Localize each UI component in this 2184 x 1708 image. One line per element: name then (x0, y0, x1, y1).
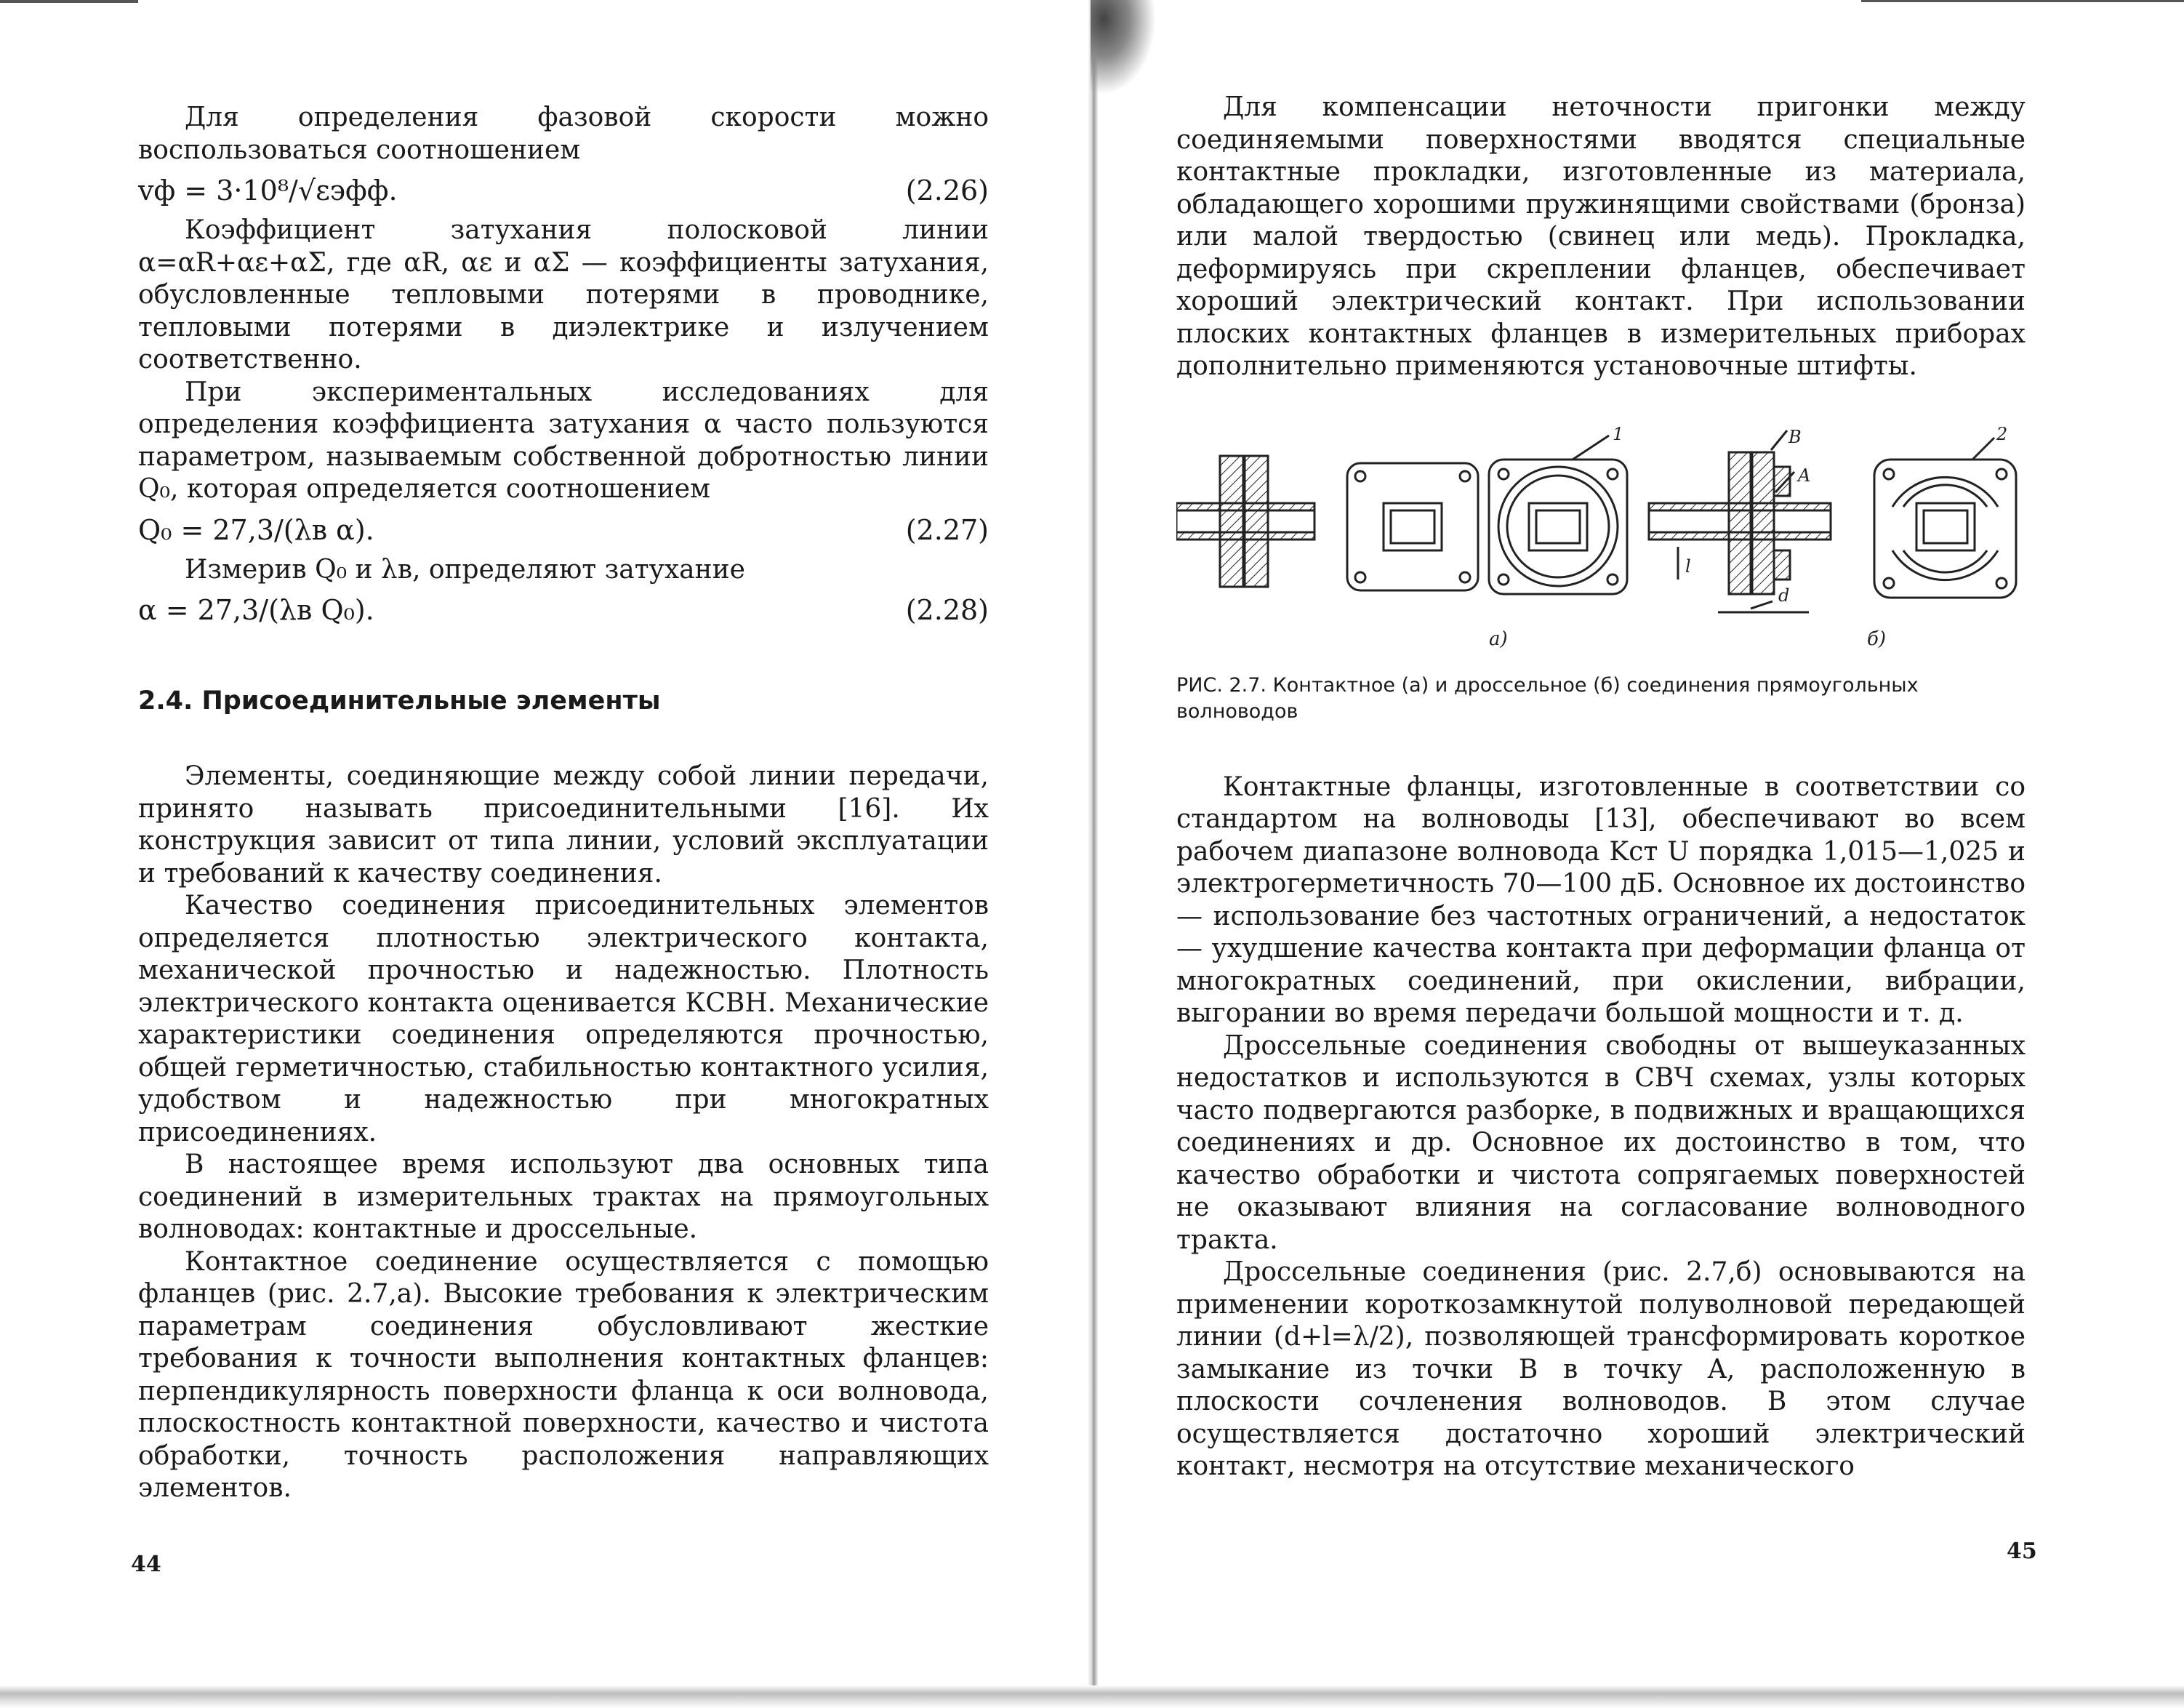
paragraph-gaskets: Для компенсации неточности пригонки между соединяемыми поверхностями вводятся специальные контактные прокладки, изготовленные из материала, обладающего хорошими пружинящими свойствами (бронза) или малой твердостью (свинец или медь). Прокладка, деформируясь при скреплении фланцев, обеспечивает хороший электрический контакт. При использовании плоских контактных фланцев в измерительных приборах дополнительно применяются установочные штифты. (1176, 92, 2026, 381)
paragraph-choke-principle: Дроссельные соединения (рис. 2.7,б) основываются на применении короткозамкнутой полуволновой передающей линии (d+l=λ/2), позволяющей трансформировать короткое замыкание из точки B в точку A, расположенную в плоскости сочленения волноводов. В этом случае осуществляется достаточно хороший электрический контакт, несмотря на отсутствие механического (1176, 1257, 2026, 1481)
equation-formula: Q₀ = 27,3/(λв α). (138, 513, 374, 546)
figure-label-d: d (1778, 585, 1790, 606)
right-text-column (1176, 92, 2026, 1483)
paragraph-measure: Измерив Q₀ и λв, определяют затухание (185, 554, 745, 585)
figure-label-a: а) (1489, 628, 1508, 650)
paragraph-attenuation: Коэффициент затухания полосковой линии α=αR+αε+αΣ, где αR, αε и αΣ — коэффициенты затухания, обусловленные тепловыми потерями в проводнике, тепловыми потерями в диэлектрике и излучением соответственно. (138, 215, 989, 374)
left-text-column (138, 102, 989, 1505)
equation-number: (2.26) (905, 175, 989, 207)
paragraph-quality: Качество соединения присоединительных элементов определяется плотностью электрического контакта, механической прочностью и надежностью. Плотность электрического контакта оценивается КСВН. Механические характеристики соединения определяются прочностью, общей герметичностью, стабильностью контактного усилия, удобством и надежностью при многократных присоединениях. (138, 891, 989, 1147)
choke-flange-side-view (1649, 430, 1831, 612)
equation-formula: vф = 3·10⁸/√εэфф. (138, 175, 398, 207)
contact-flange-side-view (1176, 456, 1314, 587)
equation-formula: α = 27,3/(λв Q₀). (138, 594, 374, 626)
figure-label-B: B (1788, 426, 1802, 447)
right-page (1083, 0, 2184, 1708)
equation-2-26 (138, 172, 989, 209)
contact-flange-front-view (1347, 463, 1478, 590)
paragraph-choke-advantages: Дроссельные соединения свободны от вышеуказанных недостатков и используются в СВЧ схемах, узлы которых часто подвергаются разборке, в подвижных и вращающихся соединениях и др. Основное их достоинство в том, что качество обработки и чистота сопрягаемых поверхностей не оказывают влияния на согласование волноводного тракта. (1176, 1030, 2026, 1255)
equation-number: (2.28) (905, 594, 989, 626)
figure-label-l: l (1685, 556, 1691, 577)
left-page (0, 0, 1083, 1708)
contact-flange-with-gasket (1489, 436, 1627, 594)
choke-flange-front-view (1874, 438, 2016, 598)
page-number-right: 45 (2007, 1539, 2037, 1564)
figure-label-1: 1 (1613, 426, 1624, 444)
paragraph-contact: Контактное соединение осуществляется с помощью фланцев (рис. 2.7,а). Высокие требования к электрическим параметрам соединения обусловливают жесткие требования к точности выполнения контактных фланцев: перпендикулярность поверхности фланца к оси волновода, плоскостность контактной поверхности, качество и чистота обработки, точность расположения направляющих элементов. (138, 1246, 989, 1503)
paragraph-types: В настоящее время используют два основных типа соединений в измерительных трактах на прямоугольных волноводах: контактные и дроссельные. (138, 1150, 989, 1244)
paragraph-phase-velocity: Для определения фазовой скорости можно воспользоваться соотношением (138, 103, 989, 165)
section-heading: 2.4. Присоединительные элементы (138, 686, 661, 715)
bottom-scan-edge (0, 1685, 2184, 1708)
figure-label-2: 2 (1996, 426, 2008, 444)
paragraph-q-factor: При экспериментальных исследованиях для определения коэффициента затухания α часто пользуются параметром, называемым собственной добротностью линии Q₀, которая определяется соотношением (138, 377, 989, 504)
equation-2-28 (138, 592, 989, 628)
paragraph-contact-flanges: Контактные фланцы, изготовленные в соответствии со стандартом на волноводы [13], обеспечивают во всем рабочем диапазоне волновода Kст U порядка 1,015—1,025 и электрогерметичность 70—100 дБ. Основное их достоинство — использование без частотных ограничений, а недостаток — ухудшение качества контакта при деформации фланца от многократных соединений, при окислении, вибрации, выгорании во время передачи большой мощности и т. д. (1176, 771, 2026, 1028)
figure-2-7-waveguide-flanges (1176, 427, 2026, 652)
figure-label-b: б) (1867, 628, 1887, 650)
paragraph-elements: Элементы, соединяющие между собой линии передачи, принято называть присоединительными [16]. Их конструкция зависит от типа линии, условий эксплуатации и требований к качеству соединения. (138, 761, 989, 889)
figure-caption: РИС. 2.7. Контактное (а) и дроссельное (б) соединения прямоугольных волноводов (1176, 673, 1919, 723)
equation-2-27 (138, 512, 989, 548)
page-number-left: 44 (131, 1552, 161, 1577)
equation-number: (2.27) (905, 513, 989, 546)
figure-label-A: A (1798, 465, 1811, 486)
